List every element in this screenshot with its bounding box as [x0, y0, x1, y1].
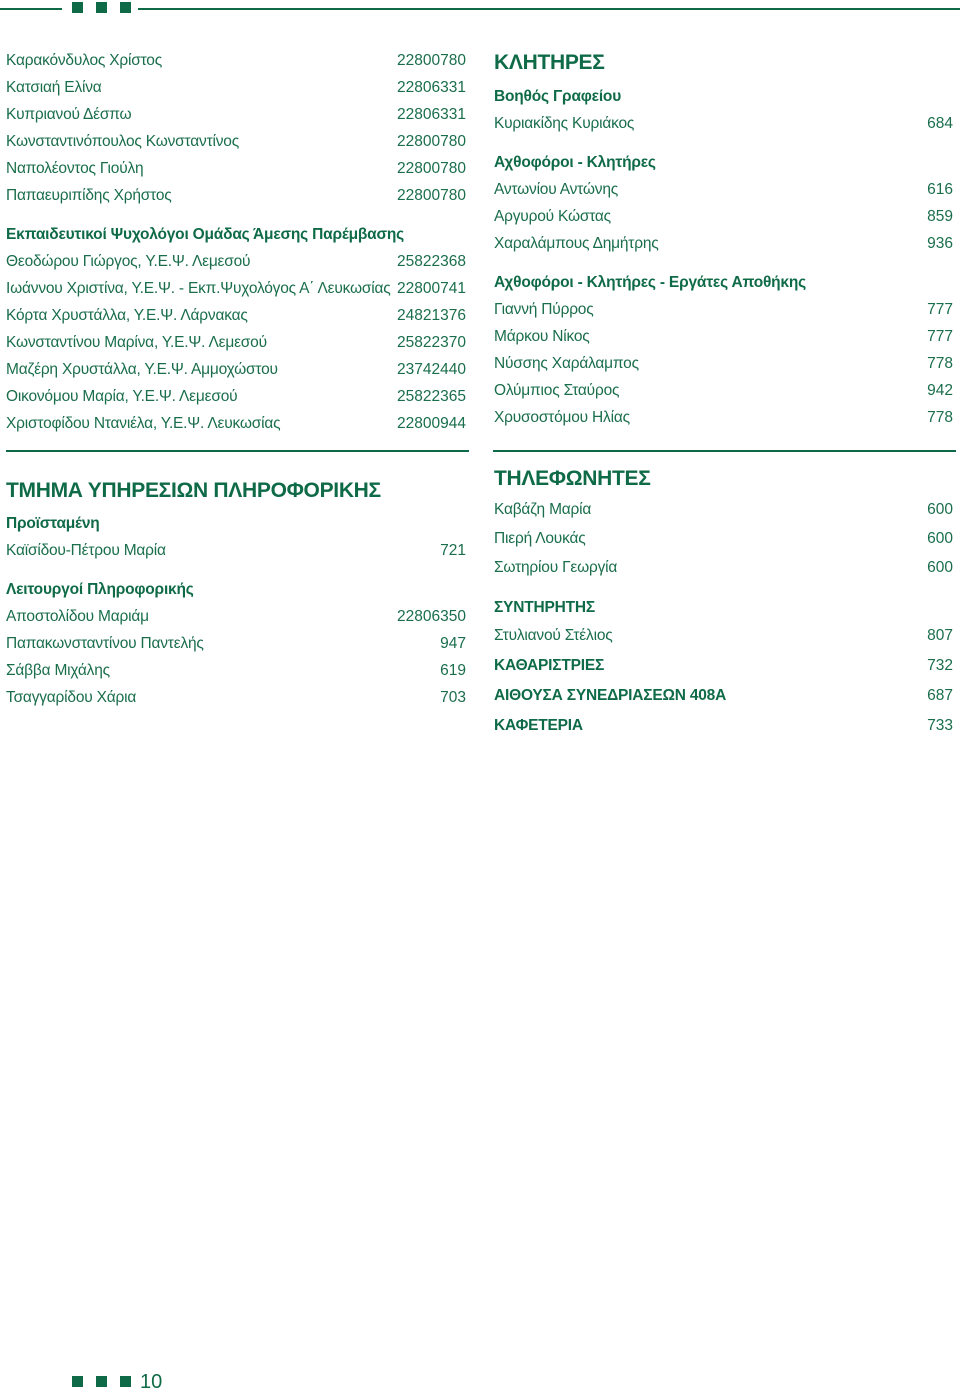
list-item: Τσαγγαρίδου Χάρια 703	[6, 689, 466, 706]
list-item: Χριστοφίδου Ντανιέλα, Υ.Ε.Ψ. Λευκωσίας 22800944	[6, 415, 466, 432]
list-item: Πιερή Λουκάς 600	[494, 530, 953, 547]
left-column-top	[0, 47, 470, 437]
list-item: Παπακωνσταντίνου Παντελής 947	[6, 635, 466, 652]
list-item: ΚΑΦΕΤΕΡΙΑ 733	[494, 717, 953, 734]
square-icon	[72, 2, 83, 13]
section-divider-left	[6, 450, 469, 452]
telephonists-title: ΤΗΛΕΦΩΝΗΤΕΣ	[494, 467, 651, 490]
list-item: Μαζέρη Χρυστάλλα, Υ.Ε.Ψ. Αμμοχώστου 23742440	[6, 361, 466, 378]
list-item: Καρακόνδυλος Χρίστος 22800780	[6, 52, 466, 69]
page-number: 10	[140, 1371, 163, 1393]
list-item: Καϊσίδου-Πέτρου Μαρία 721	[6, 542, 466, 559]
list-item: Αποστολίδου Μαριάμ 22806350	[6, 608, 466, 625]
list-item: Οικονόμου Μαρία, Υ.Ε.Ψ. Λεμεσού 25822365	[6, 388, 466, 405]
header-decoration	[0, 0, 960, 22]
list-item: Στυλιανού Στέλιος 807	[494, 627, 953, 644]
warehouse-title: Αχθοφόροι - Κλητήρες - Εργάτες Αποθήκης	[494, 274, 806, 291]
list-item: Κωνσταντινόπουλος Κωνσταντίνος 22800780	[6, 133, 466, 150]
list-item: Ναπολέοντος Γιούλη 22800780	[6, 160, 466, 177]
list-item: Θεοδώρου Γιώργος, Υ.Ε.Ψ. Λεμεσού 25822368	[6, 253, 466, 270]
office-assistant-title: Βοηθός Γραφείου	[494, 88, 622, 105]
list-item: Γιαννή Πύρρος 777	[494, 301, 953, 318]
it-staff-title: Λειτουργοί Πληροφορικής	[6, 581, 194, 598]
list-item: Σωτηρίου Γεωργία 600	[494, 559, 953, 576]
square-icon	[120, 1376, 131, 1387]
psych-list	[0, 248, 470, 437]
it-department-title: ΤΜΗΜΑ ΥΠΗΡΕΣΙΩΝ ΠΛΗΡΟΦΟΡΙΚΗΣ	[6, 479, 381, 502]
list-item: Ολύμπιος Σταύρος 942	[494, 382, 953, 399]
list-item: Μάρκου Νίκος 777	[494, 328, 953, 345]
list-item: Αργυρού Κώστας 859	[494, 208, 953, 225]
list-item: Αντωνίου Αντώνης 616	[494, 181, 953, 198]
staff-list	[0, 47, 470, 209]
header-rule-left	[0, 8, 62, 10]
it-head-title: Προϊσταμένη	[6, 515, 100, 532]
square-icon	[96, 2, 107, 13]
porters-title: Αχθοφόροι - Κλητήρες	[494, 154, 656, 171]
klitires-section	[493, 47, 960, 431]
square-icon	[96, 1376, 107, 1387]
list-item: ΑΙΘΟΥΣΑ ΣΥΝΕΔΡΙΑΣΕΩΝ 408Α 687	[494, 687, 953, 704]
square-icon	[120, 2, 131, 13]
klitires-title: ΚΛΗΤΗΡΕΣ	[494, 51, 605, 74]
list-item: ΚΑΘΑΡΙΣΤΡΙΕΣ 732	[494, 657, 953, 674]
list-item: Νύσσης Χαράλαμπος 778	[494, 355, 953, 372]
list-item: Χρυσοστόμου Ηλίας 778	[494, 409, 953, 426]
psych-section-title: Εκπαιδευτικοί Ψυχολόγοι Ομάδας Άμεσης Παρέμβασης	[6, 226, 405, 243]
list-item: Κυπριανού Δέσπω 22806331	[6, 106, 466, 123]
square-icon	[72, 1376, 83, 1387]
list-item: Καβάζη Μαρία 600	[494, 501, 953, 518]
list-item: Ιωάννου Χριστίνα, Υ.Ε.Ψ. - Εκπ.Ψυχολόγος Α΄ Λευκωσίας 22800741	[6, 280, 466, 297]
list-item: Χαραλάμπους Δημήτρης 936	[494, 235, 953, 252]
list-item: Κατσιαή Ελίνα 22806331	[6, 79, 466, 96]
it-department-section	[0, 476, 470, 711]
list-item: Σάββα Μιχάλης 619	[6, 662, 466, 679]
list-item: Παπαευριπίδης Χρήστος 22800780	[6, 187, 466, 204]
list-item: Κόρτα Χρυστάλλα, Υ.Ε.Ψ. Λάρνακας 24821376	[6, 307, 466, 324]
list-item: Κυριακίδης Κυριάκος 684	[494, 115, 953, 132]
header-rule-right	[138, 8, 960, 10]
page-footer	[72, 1370, 192, 1394]
list-item: Κωνσταντίνου Μαρίνα, Υ.Ε.Ψ. Λεμεσού 25822370	[6, 334, 466, 351]
section-divider-right	[493, 450, 956, 452]
maintainer-title: ΣΥΝΤΗΡΗΤΗΣ	[494, 599, 595, 616]
right-column-bottom	[493, 463, 960, 741]
